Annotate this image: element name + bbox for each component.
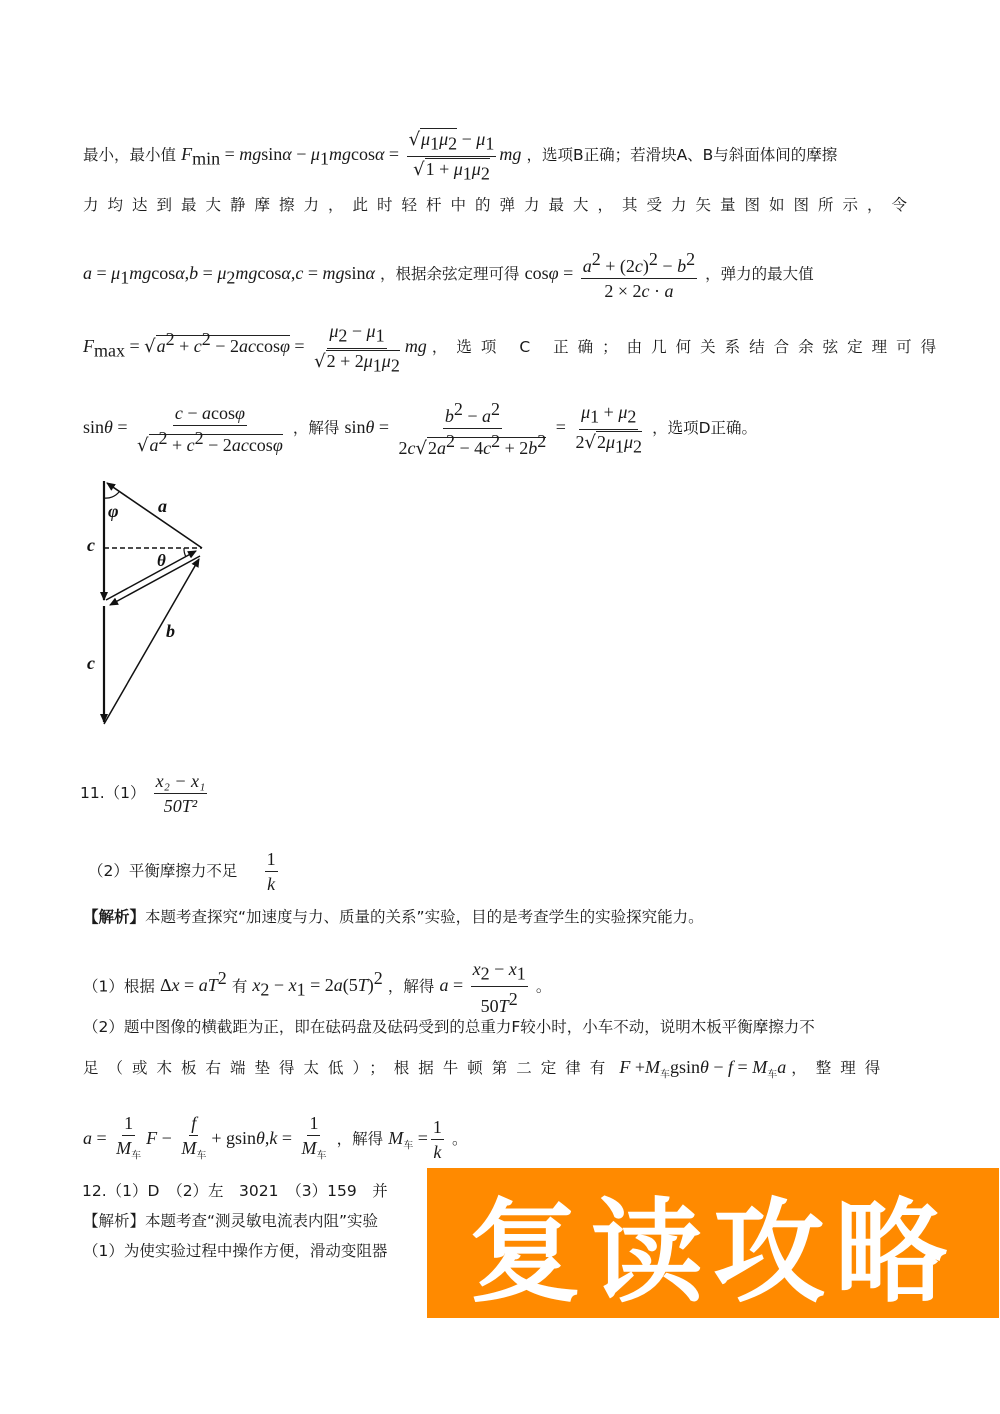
formula-sintheta-2: sinθ = $\frac{b^2 - a^2}{2c√2a^2 - 4c^2 + 2b^2}$ = $\frac{\mu_1 + \mu_2}{2√2\mu_1\mu_2}$: [344, 399, 643, 459]
vector-rod-force-up: [106, 551, 196, 600]
text: ，弹力的最大值: [705, 265, 814, 284]
force-vector-diagram: [70, 470, 230, 740]
q11-step-2-line-2: [83, 1056, 889, 1087]
text: ，根据余弦定理可得: [380, 265, 520, 284]
watermark-banner: [427, 1168, 999, 1318]
angle-theta-arc: [184, 548, 186, 557]
label-theta: θ: [157, 551, 166, 570]
text: 最小，最小值: [83, 146, 177, 165]
text: ，选项B正确；若滑块A、B与斜面体间的摩擦: [526, 146, 838, 165]
solution-line-5: [83, 398, 757, 460]
vector-b: [104, 559, 199, 724]
q11-step-2-line-1: （2）题中图像的横截距为正，即在砝码盘及砝码受到的总重力F较小时，小车不动，说明木板平衡摩擦力不: [83, 1018, 815, 1036]
q11-step-2-line-3: [83, 1112, 467, 1168]
solution-line-3: [83, 248, 814, 302]
text: ，解得: [336, 1129, 384, 1148]
q11-answer-1: [80, 770, 210, 817]
vector-a: [107, 483, 202, 548]
formula-abc-def: $a = \mu_1mgcos\alpha,b = \mu_2mgcos\alpha,c = mgsin\alpha$: [83, 263, 375, 288]
formula-fmax: $F_{max} = √a^2 + c^2 - 2accos\varphi$ = $\frac{\mu_2 - \mu_1}{√2 + 2\mu_1\mu_2}$ mg: [83, 321, 427, 376]
formula-fmin: $F_{min} = mgsin\alpha - \mu_1mgcos\alpha$ = $\frac{√\mu_1\mu_2 - \mu_1}{√1 + \mu_1\mu_2}$ mg: [181, 129, 522, 184]
q12-answers: 12.（1）D （2）左 3021 （3）159 并: [82, 1182, 388, 1200]
solution-line-1: [83, 128, 837, 184]
watermark-text: 复读攻略: [469, 1187, 957, 1318]
text: ，解得: [387, 977, 435, 996]
text: 足（或木板右端垫得太低）；根据牛顿第二定律有: [83, 1059, 615, 1077]
solution-line-2: 力均达到最大静摩擦力，此时轻杆中的弹力最大，其受力矢量图如图所示，令: [83, 196, 917, 214]
formula-mass-result: $M_车$ = $\frac{1}{k}$: [388, 1117, 442, 1163]
text: ，选项 C 正确；由几何关系结合余弦定理可得: [431, 338, 946, 357]
answer-fraction: [265, 848, 278, 895]
formula-delta-x: $\Delta x = aT^2$: [159, 968, 227, 996]
formula-newton-second-law: $F +M_车gsin\theta - f = M_车a$: [619, 1057, 787, 1081]
text: ，整理得: [791, 1059, 890, 1077]
formula-x2-x1: $x_2 - x_1 = 2a(5T)^2$: [252, 968, 383, 1001]
label-b: b: [166, 621, 175, 641]
formula-a-arranged: a = $\frac{1}{M_车}$ F − $\frac{f}{M_车}$ + gsinθ,k = $\frac{1}{M_车}$: [83, 1113, 327, 1162]
answer-fraction: [154, 770, 208, 817]
fraction-denominator: 50T²: [163, 796, 198, 816]
label-c-bottom: c: [87, 653, 95, 673]
q11-analysis: [83, 906, 704, 928]
text: ，选项D正确。: [652, 419, 758, 438]
angle-phi-arc: [104, 492, 119, 498]
q11-answer-2: [88, 848, 281, 895]
formula-sintheta-1: sinθ = $\frac{c - acos\varphi}{√a^2 + c^2 - 2accos\varphi}$: [83, 402, 283, 456]
formula-a-result: a = $\frac{x_2 - x_1}{50T^2}$: [439, 959, 526, 1016]
formula-cosphi: cosφ = $\frac{a^2 + (2c)^2 - b^2}{2 \times 2c \cdot a}$: [524, 249, 696, 301]
q11-step-1: [83, 958, 551, 1017]
text: 有: [231, 977, 248, 996]
fraction-numerator: 1: [265, 848, 278, 872]
fraction-denominator: k: [267, 874, 276, 894]
label-phi: φ: [108, 501, 119, 521]
q12-step-1: （1）为使实验过程中操作方便，滑动变阻器: [83, 1242, 388, 1260]
q12-analysis: 【解析】本题考查“测灵敏电流表内阻”实验: [83, 1212, 379, 1230]
text: （1）根据: [83, 977, 155, 996]
question-number: 11.（1）: [80, 784, 146, 802]
analysis-title: 【解析】: [83, 908, 146, 926]
text: 。: [535, 977, 552, 996]
label-a: a: [158, 496, 167, 516]
answer-label: （2）平衡摩擦力不足: [88, 862, 238, 880]
label-c-top: c: [87, 535, 95, 555]
analysis-text: 本题考查探究“加速度与力、质量的关系”实验，目的是考查学生的实验探究能力。: [145, 908, 704, 926]
fraction-numerator: x₂ − x₁: [154, 770, 208, 794]
solution-line-4: [83, 320, 945, 376]
text: 。: [451, 1129, 468, 1148]
text: ，解得: [292, 419, 340, 438]
